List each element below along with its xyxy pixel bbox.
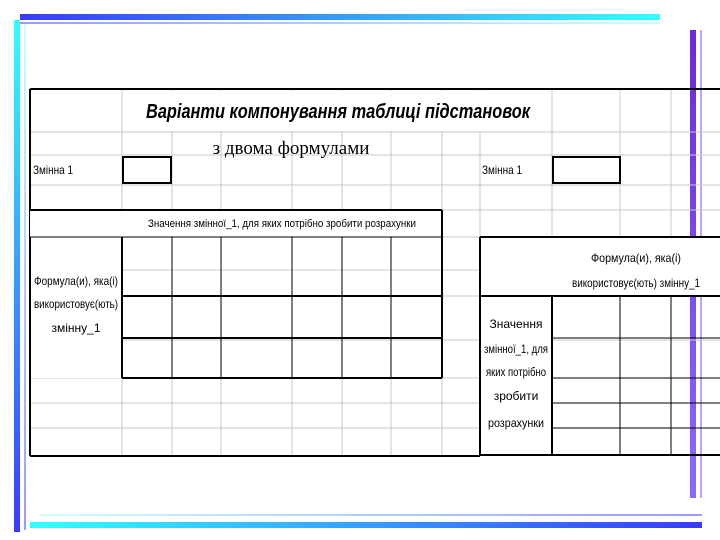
left-formula-header-line-1: Формула(и), яка(і) (34, 274, 118, 288)
left-formula-header-line-2: використовує(ють) (34, 297, 118, 311)
right-values-header-line-2: змінної_1, для (484, 342, 548, 356)
slide-subtitle: з двома формулами (212, 138, 370, 159)
right-formula-header-line-1: Формула(и), яка(і) (591, 251, 681, 265)
right-variable-input-cell (553, 157, 620, 183)
right-formula-header-line-2: використовує(ють) змінну_1 (572, 276, 701, 290)
right-values-header-line-3: яких потрібно (486, 365, 547, 379)
right-values-header-line-5: розрахунки (488, 416, 544, 430)
right-variable-label: Змінна 1 (482, 163, 523, 177)
right-values-header-line-4: зробити (493, 389, 539, 403)
slide-title: Варіанти компонування таблиці підстановок (146, 101, 531, 123)
left-formula-header-line-3: змінну_1 (51, 321, 101, 335)
left-variable-label: Змінна 1 (33, 163, 74, 177)
left-variable-input-cell (123, 157, 171, 183)
right-values-header-line-1: Значення (489, 317, 543, 331)
left-values-header: Значення змінної_1, для яких потрібно зробити розрахунки (148, 218, 416, 230)
